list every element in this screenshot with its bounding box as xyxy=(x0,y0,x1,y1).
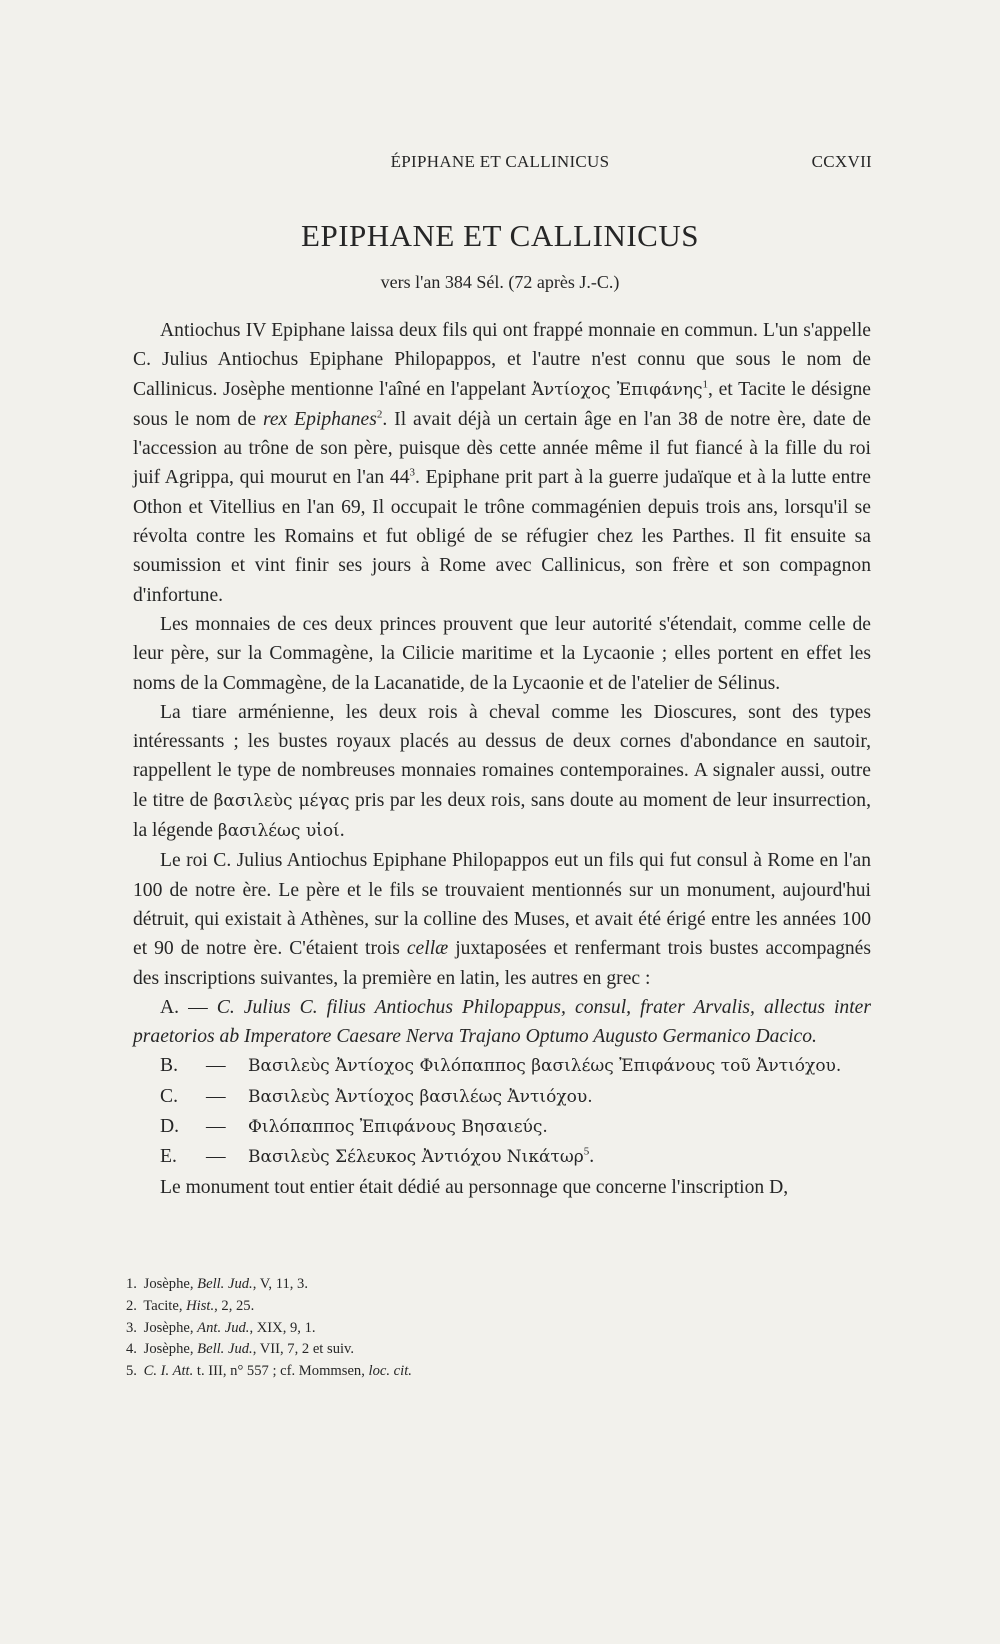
footnote-work: loc. cit. xyxy=(368,1363,412,1380)
inscription-e: E. — Βασιλεὺς Σέλευκος Ἀντιόχου Νικάτωρ$^5$. xyxy=(133,1142,871,1172)
footnote-text: Josèphe, xyxy=(143,1341,198,1358)
greek-text: Ἀντίοχος Ἐπιφάνης xyxy=(531,379,703,400)
paragraph-text: , et Tacite le désigne sous le nom de xyxy=(133,378,871,430)
footnote xyxy=(126,1274,826,1296)
footnote-work: Ant. Jud. xyxy=(197,1319,250,1336)
page-number: CCXVII xyxy=(811,152,872,171)
paragraph-4 xyxy=(133,846,871,992)
inscription-text: Βασιλεὺς Ἀντίοχος Φιλόπαππος βασιλέως Ἐπιφάνους τοῦ Ἀντιόχου. xyxy=(248,1056,842,1077)
inscription-dash: — xyxy=(188,996,208,1018)
greek-text: βασιλεὺς μέγας xyxy=(213,790,350,811)
paragraph-text: La tiare arménienne, les deux rois à cheval comme les Dioscures, sont des types intéressants ; les bustes royaux placés au dessus de deux cornes d'abondance en sautoir, rappellent le type de nombreuses monnaies romaines contemporaines. A signaler aussi, outre le titre de xyxy=(133,701,871,811)
greek-text: βασιλέως υἱοί xyxy=(217,821,340,842)
inscription-text: Βασιλεὺς Σέλευκος Ἀντιόχου Νικάτωρ xyxy=(248,1147,584,1168)
footnote-text: , VII, 7, 2 et suiv. xyxy=(252,1341,355,1358)
inscription-label: C. xyxy=(160,1085,178,1107)
chapter-date: vers l'an 384 Sél. (72 après J.-C.) xyxy=(380,272,620,292)
footnote-work: C. I. Att. xyxy=(143,1363,194,1380)
chapter-title: EPIPHANE ET CALLINICUS xyxy=(301,218,699,253)
footnote xyxy=(126,1296,826,1318)
inscription-dash: — xyxy=(206,1055,226,1077)
footnote-text: Tacite, xyxy=(143,1297,187,1314)
inscription-text: Βασιλεὺς Ἀντίοχος βασιλέως Ἀντιόχου. xyxy=(248,1086,593,1107)
footnote-number: 3. xyxy=(126,1319,137,1336)
running-head-title: ÉPIPHANE ET CALLINICUS xyxy=(390,152,610,171)
footnote-text: t. III, n° 557 ; cf. Mommsen, xyxy=(193,1363,369,1380)
inscription-label: E. xyxy=(160,1146,177,1168)
paragraph-text: . Epiphane prit part à la guerre judaïque et à la lutte entre Othon et Vitellius en l'an 69, Il occupait le trône commagénien depuis trois ans, lorsqu'il se révolta contre les Romains et fut obligé de se réfugier chez les Parthes. Il fit ensuite sa soumission et vint finir ses jours à Rome avec Callinicus, son frère et son compagnon d'infortune. xyxy=(133,467,871,606)
footnote-text: Josèphe, xyxy=(143,1319,198,1336)
footnote-ref: 1 xyxy=(702,378,709,391)
paragraph-text: Antiochus IV Epiphane laissa deux fils qui ont frappé monnaie en commun. L'un s'appelle C. Julius Antiochus Epiphane Philopappos, et l'autre n'est connu que sous le nom de Callinicus. Josèphe mentionne l'aîné en l'appelant xyxy=(133,320,871,400)
footnote-ref: 3 xyxy=(409,466,415,479)
footnote xyxy=(126,1361,826,1383)
body-text xyxy=(133,316,871,1202)
italic-text: cellæ xyxy=(406,938,449,960)
italic-text: rex Epiphanes xyxy=(262,408,377,430)
footnote-work: Bell. Jud. xyxy=(197,1341,253,1358)
inscription-label: D. xyxy=(160,1116,180,1138)
footnote-number: 4. xyxy=(126,1341,137,1358)
paragraph-3 xyxy=(133,698,871,846)
inscription-dash: — xyxy=(206,1146,226,1168)
footnote-ref: 2 xyxy=(376,408,383,421)
footnote-text: Josèphe, xyxy=(143,1276,198,1292)
footnote-number: 2. xyxy=(126,1297,137,1314)
inscription-c xyxy=(133,1082,871,1112)
footnote-work: Hist. xyxy=(186,1297,215,1314)
inscription-d xyxy=(133,1112,871,1142)
footnotes xyxy=(126,1274,826,1383)
inscription-label: B. xyxy=(160,1055,178,1077)
inscription-b xyxy=(133,1051,871,1081)
footnote-ref: 5 xyxy=(583,1145,590,1158)
footnote-number: 5. xyxy=(126,1363,137,1380)
inscription-text: Φιλόπαππος Ἐπιφάνους Βησαιεύς. xyxy=(248,1117,548,1138)
paragraph-text: . Il avait déjà un certain âge en l'an 38 de notre ère, date de l'accession au trône de son père, puisque dès cette année même il fut fiancé à la fille du roi juif Agrippa, qui mourut en l'an 44 xyxy=(133,408,871,489)
paragraph-text: juxtaposées et renfermant trois bustes accompagnés des inscriptions suivantes, la première en latin, les autres en grec : xyxy=(133,938,871,989)
footnote-text: , V, 11, 3. xyxy=(252,1276,308,1292)
paragraph-text: . xyxy=(339,820,345,842)
footnote-text: , XIX, 9, 1. xyxy=(249,1319,316,1336)
footnote-text: , 2, 25. xyxy=(214,1297,255,1314)
inscription-a xyxy=(133,993,871,1052)
footnote-number: 1. xyxy=(126,1276,137,1292)
paragraph-text: pris par les deux rois, sans doute au moment de leur insurrection, la légende xyxy=(133,789,871,842)
paragraph-2: Les monnaies de ces deux princes prouvent que leur autorité s'étendait, comme celle de leur père, sur la Commagène, la Cilicie maritime et la Lycaonie ; elles portent en effet les noms de la Commagène, de la Lacanatide, de la Lycaonie et de l'atelier de Sélinus. xyxy=(133,613,871,694)
footnote-work: Bell. Jud. xyxy=(197,1276,253,1292)
inscription-dash: — xyxy=(206,1116,226,1138)
footnote xyxy=(126,1318,826,1340)
inscription-label: A. xyxy=(160,996,180,1018)
paragraph-1 xyxy=(133,316,871,610)
inscription-text: C. Julius C. filius Antiochus Philopappus, consul, frater Arvalis, allectus inter praetorios ab Imperatore Caesare Nerva Trajano Optumo Augusto Germanico Dacico. xyxy=(133,996,871,1048)
inscription-dash: — xyxy=(206,1085,226,1107)
footnote xyxy=(126,1339,826,1361)
paragraph-5: Le monument tout entier était dédié au personnage que concerne l'inscription D, xyxy=(160,1176,789,1198)
paragraph-text: Le roi C. Julius Antiochus Epiphane Philopappos eut un fils qui fut consul à Rome en l'an 100 de notre ère. Le père et le fils se trouvaient mentionnés sur un monument, aujourd'hui détruit, qui existait à Athènes, sur la colline des Muses, et avait été érigé entre les années 100 et 90 de notre ère. C'étaient trois xyxy=(133,850,871,960)
